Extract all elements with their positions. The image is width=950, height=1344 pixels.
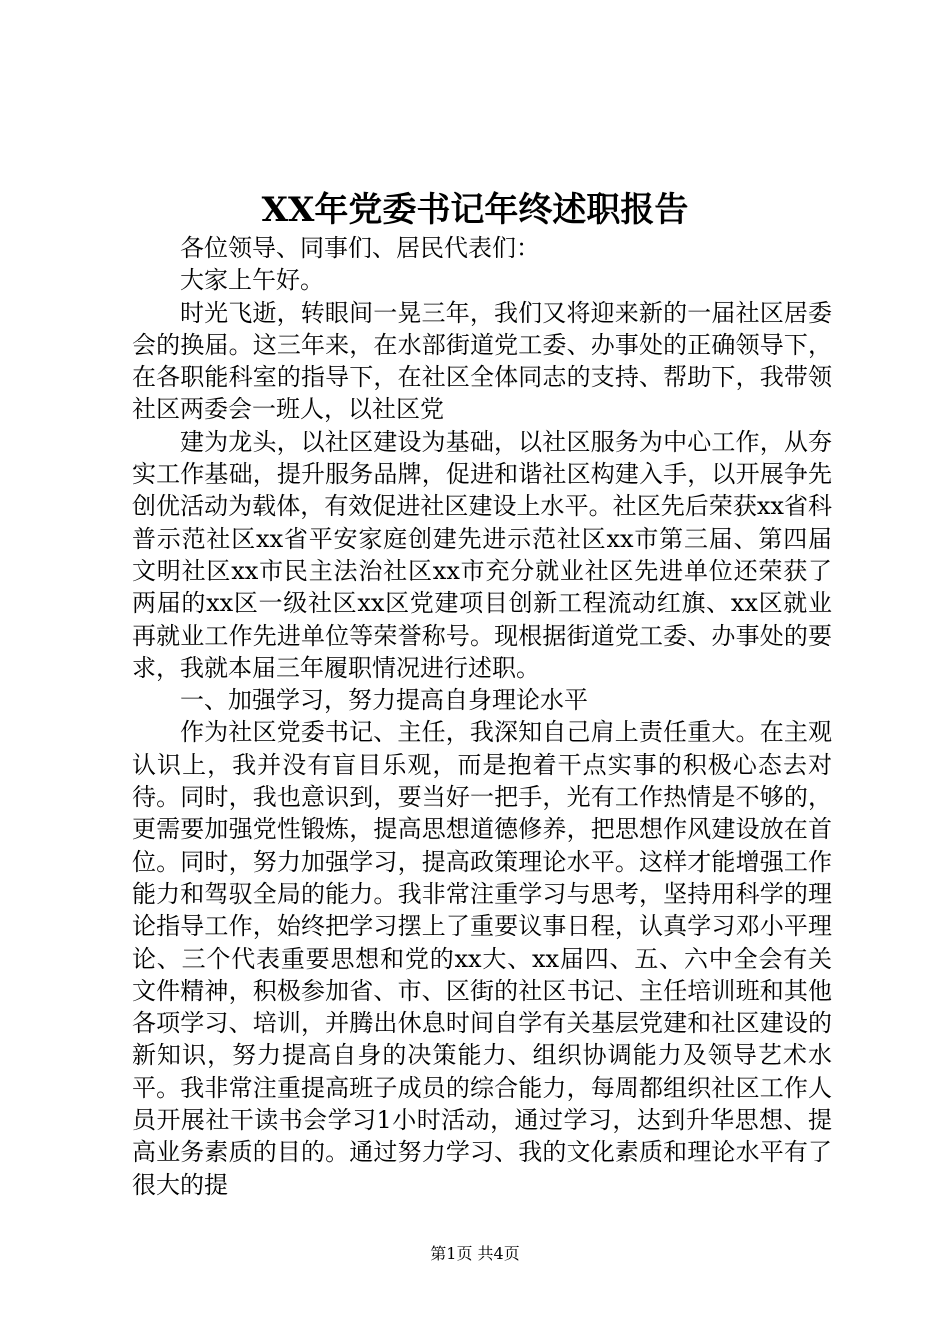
study-paragraph: 作为社区党委书记、主任，我深知自己肩上责任重大。在主观认识上，我并没有盲目乐观，而是抱着干点实事的积极心态去对待。同时，我也意识到，要当好一把手，光有工作热情是不够的，更需要加强党性锻炼，提高思想道德修养，把思想作风建设放在首位。同时，努力加强学习，提高政策理论水平。这样才能增强工作能力和驾驭全局的能力。我非常注重学习与思考，坚持用科学的理论指导工作，始终把学习摆上了重要议事日程，认真学习邓小平理论、三个代表重要思想和党的xx大、xx届四、五、六中全会有关文件精神，积极参加省、市、区街的社区书记、主任培训班和其他各项学习、培训，并腾出休息时间自学有关基层党建和社区建设的新知识，努力提高自身的决策能力、组织协调能力及领导艺术水平。我非常注重提高班子成员的综合能力，每周都组织社区工作人员开展社干读书会学习1小时活动，通过学习，达到升华思想、提高业务素质的目的。通过努力学习、我的文化素质和理论水平有了很大的提 (132, 718, 832, 1199)
section-heading-1: 一、加强学习，努力提高自身理论水平 (180, 686, 588, 715)
intro-paragraph: 时光飞逝，转眼间一晃三年，我们又将迎来新的一届社区居委会的换届。这三年来，在水部街道党工委、办事处的正确领导下，在各职能科室的指导下，在社区全体同志的支持、帮助下，我带领社区两委会一班人，以社区党 (132, 298, 832, 424)
achievements-paragraph: 建为龙头，以社区建设为基础，以社区服务为中心工作，从夯实工作基础，提升服务品牌，促进和谐社区构建入手，以开展争先创优活动为载体，有效促进社区建设上水平。社区先后荣获xx省科普示范社区xx省平安家庭创建先进示范社区xx市第三届、第四届文明社区xx市民主法治社区xx市充分就业社区先进单位还荣获了两届的xx区一级社区xx区党建项目创新工程流动红旗、xx区就业再就业工作先进单位等荣誉称号。现根据街道党工委、办事处的要求，我就本届三年履职情况进行述职。 (132, 427, 832, 682)
greeting-paragraph: 大家上午好。 (180, 266, 324, 295)
page-number-footer: 第1页 共4页 (430, 1244, 520, 1263)
document-title: XX年党委书记年终述职报告 (261, 190, 689, 230)
document-body (132, 232, 832, 1201)
salutation-paragraph: 各位领导、同事们、居民代表们： (180, 234, 540, 262)
